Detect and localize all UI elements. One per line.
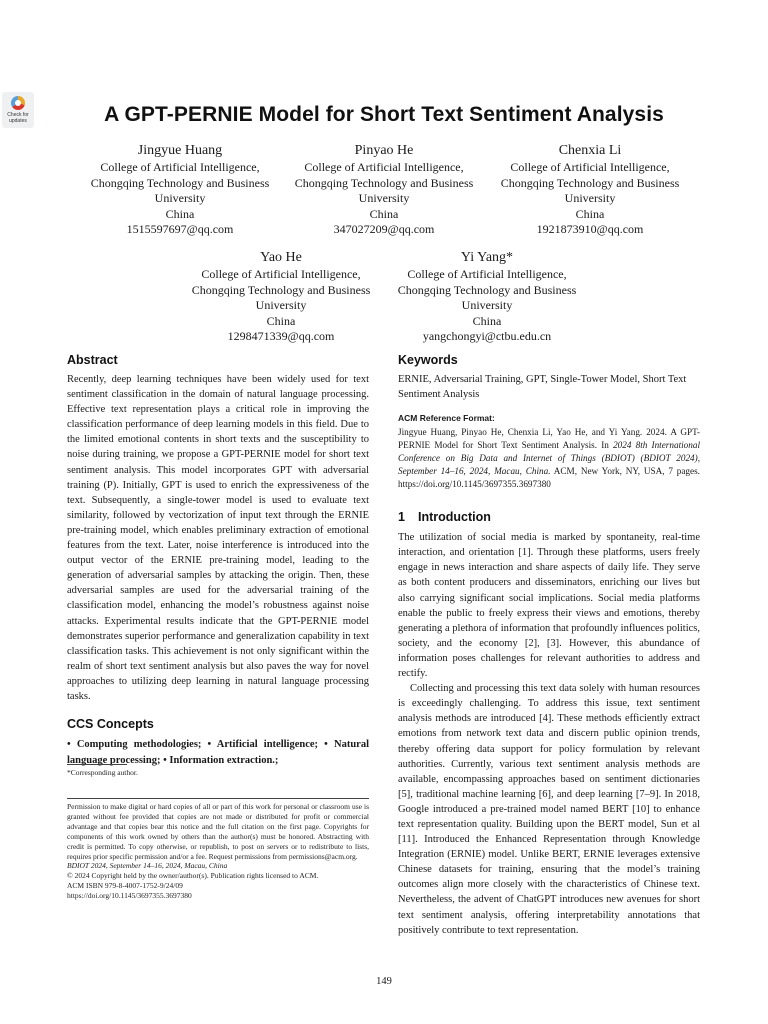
author-block xyxy=(477,142,703,238)
acm-ref-authors: Jingyue Huang, Pinyao He, Chenxia Li, Yao He, and Yi Yang. 2024. A GPT-PERNIE Model for Short Text Sentiment Analysis. In xyxy=(398,427,700,451)
permission-copyright: © 2024 Copyright held by the owner/author(s). Publication rights licensed to ACM. xyxy=(67,871,319,881)
acm-ref-heading: ACM Reference Format: xyxy=(398,413,495,424)
ccs-text: • Computing methodologies; • Artificial intelligence; • Natural language processing; • Information extraction.; xyxy=(67,739,369,767)
acm-ref-text xyxy=(398,426,700,491)
author-name: Chenxia Li xyxy=(558,143,622,158)
author-email: 1515597697@qq.com xyxy=(126,222,234,236)
footnote-rule xyxy=(67,764,127,765)
author-affiliation: Chongqing Technology and Business xyxy=(90,175,270,190)
author-affiliation: Chongqing Technology and Business xyxy=(397,282,577,297)
right-column xyxy=(398,352,700,938)
author-country: China xyxy=(369,206,399,221)
badge-line2: updates xyxy=(9,118,27,124)
author-name: Pinyao He xyxy=(354,143,414,158)
author-affiliation: College of Artificial Intelligence, xyxy=(510,160,670,174)
author-email: 1921873910@qq.com xyxy=(536,222,644,236)
author-affiliation: College of Artificial Intelligence, xyxy=(407,267,567,281)
ccs-heading: CCS Concepts xyxy=(67,717,154,732)
badge-line1: Check for xyxy=(7,112,29,118)
author-country: China xyxy=(165,206,195,221)
permission-text: Permission to make digital or hard copies of all or part of this work for personal or classroom use is granted without fee provided that copies are not made or distributed for profit or commercial advantage and that copies bear this notice and the full citation on the first page. Copyrights for components of this work owned by others than the author(s) must be honored. Abstracting with credit is permitted. To copy otherwise, or republish, to post on servers or to redistribute to lists, requires prior specific permission and/or a fee. Request permissions from permissions@acm.org. xyxy=(67,802,369,861)
author-block xyxy=(168,249,394,345)
paper-title: A GPT-PERNIE Model for Short Text Sentiment Analysis xyxy=(104,103,664,126)
author-block xyxy=(67,142,293,238)
keywords-heading: Keywords xyxy=(398,353,458,367)
author-affiliation: Chongqing Technology and Business xyxy=(500,175,680,190)
keywords-text: ERNIE, Adversarial Training, GPT, Single-Tower Model, Short Text Sentiment Analysis xyxy=(398,374,687,401)
author-affiliation: University xyxy=(154,191,206,205)
author-country: China xyxy=(472,313,502,328)
footnote: *Corresponding author. xyxy=(67,768,138,777)
permission-isbn: ACM ISBN 979-8-4007-1752-9/24/09 xyxy=(67,881,183,891)
author-block xyxy=(374,249,600,345)
author-email: yangchongyi@ctbu.edu.cn xyxy=(422,329,552,343)
author-country: China xyxy=(266,313,296,328)
permission-block xyxy=(67,798,369,901)
author-email: 347027209@qq.com xyxy=(333,222,435,236)
author-affiliation: University xyxy=(255,298,307,312)
abstract-heading: Abstract xyxy=(67,353,118,367)
author-affiliation: Chongqing Technology and Business xyxy=(191,282,371,297)
left-column xyxy=(67,352,369,769)
author-affiliation: University xyxy=(564,191,616,205)
author-name: Yao He xyxy=(260,250,302,265)
author-country: China xyxy=(575,206,605,221)
intro-section-number: 1 xyxy=(398,510,405,525)
author-affiliation: College of Artificial Intelligence, xyxy=(100,160,260,174)
author-affiliation: College of Artificial Intelligence, xyxy=(201,267,361,281)
acm-ref-venue: 2024 8th International Conference on Big Data and Internet of Things (BDIOT) (BDIOT 2024), September 14–16, 2024, Macau, China. xyxy=(398,440,701,477)
page-number: 149 xyxy=(376,976,392,987)
acm-ref-rest[interactable]: ACM, New York, NY, USA, 7 pages. https://doi.org/10.1145/3697355.3697380 xyxy=(398,466,700,490)
intro-paragraph-1: The utilization of social media is marked by spontaneity, real-time interaction, and orientation [1]. Through these platforms, users freely engage in news interaction and share aspects of daily life. They serve as both content producers and disseminators, enriching our lives but also carrying significant social implications. Social media platforms enable the public to freely express their views and emotions, thereby generating a plethora of information that profoundly influences politics, society, and the economy [2], [3]. However, this abundance of information poses challenges for relevant authorities to address and rectify. xyxy=(398,532,700,680)
intro-heading-label: Introduction xyxy=(418,510,491,525)
permission-doi[interactable]: https://doi.org/10.1145/3697355.3697380 xyxy=(67,891,192,901)
intro-paragraph-2: Collecting and processing this text data solely with human resources is exceedingly challenging. To address this issue, text sentiment analysis methods are introduced [4]. These methods efficiently extract emotions from network text data and discern public opinion trends, thereby offering data support for policy formulation by relevant authorities. Currently, various text sentiment analysis methods are available, encompassing approaches based on sentiment dictionaries [5], traditional machine learning [6], and deep learning [7–9]. In 2018, Google introduced a pre-trained model named BERT [10] to enhance text representation quality. Building upon the BERT model, Sun et al [11]. Introduced the Enhanced Representation through Knowledge Integration (ERNIE) model. Unlike BERT, ERNIE leverages extensive Chinese datasets for training, ensuring that the model’s training outcomes align more closely with the characteristics of Chinese text. Nevertheless, the advent of ChatGPT introduces new avenues for short text sentiment analysis, offering interpretability annotations that positively contribute to text representation. xyxy=(398,683,700,936)
author-name: Yi Yang* xyxy=(460,250,514,265)
author-affiliation: University xyxy=(358,191,410,205)
author-affiliation: Chongqing Technology and Business xyxy=(294,175,474,190)
author-block xyxy=(271,142,497,238)
permission-venue: BDIOT 2024, September 14–16, 2024, Macau, China xyxy=(67,861,228,871)
author-affiliation: College of Artificial Intelligence, xyxy=(304,160,464,174)
author-email: 1298471339@qq.com xyxy=(227,329,335,343)
abstract-text: Recently, deep learning techniques have been widely used for text sentiment classification in the domain of natural language processing. Effective text representation plays a critical role in improving the classification performance of deep learning models in this field. Due to the limited emotional contents in short texts and the susceptibility to noise during training, we propose a GPT-PERNIE model for short text sentiment analysis. This model incorporates GPT with adversarial training (P). Initially, GPT is used to enrich the expressiveness of the text. Subsequently, a single-tower model is used to evaluate text similarity, followed by vectorization of input text through the ERNIE pre-training model, which enables preliminary extraction of emotional features from the text. Later, noise interference is introduced into the output vector of the ERNIE pre-training model, leading to the generation of adversarial samples by attacking the origin. Then, these adversarial samples are used for the adversarial training of the classification model, enhancing the model’s robustness against noise attacks. Experimental results indicate that the GPT-PERNIE model demonstrates superior performance and generalization capability in text classification tasks. This achievement is not only significant within the realm of short text sentiment analysis but also paves the way for novel approaches to utilizing deep learning in natural language processing tasks. xyxy=(67,374,369,702)
author-affiliation: University xyxy=(461,298,513,312)
intro-heading xyxy=(398,509,700,525)
author-name: Jingyue Huang xyxy=(137,143,223,158)
